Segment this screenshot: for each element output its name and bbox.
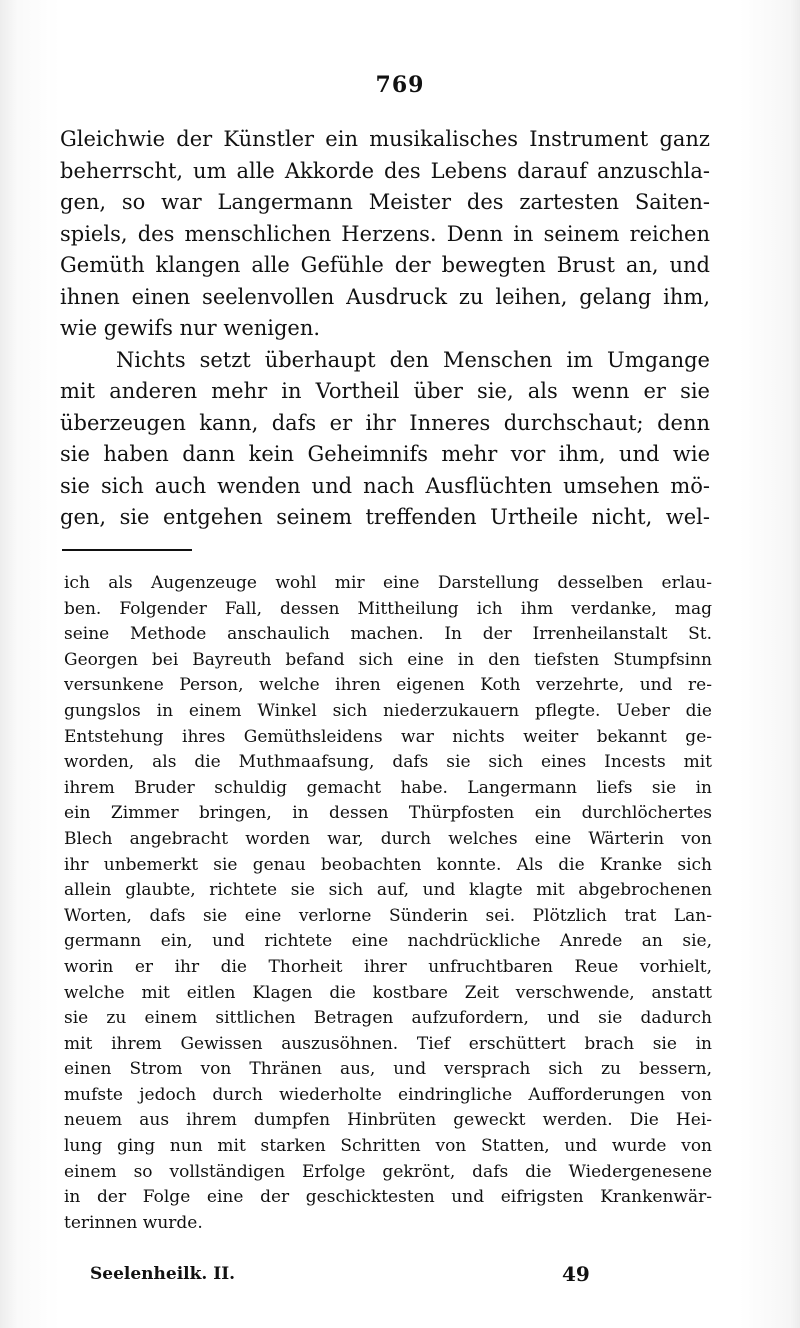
footnote-line: welche mit eitlen Klagen die kostbare Zeit verschwende, anstatt [64, 982, 712, 1003]
footnote-line: neuem aus ihrem dumpfen Hinbrüten geweckt werden. Die Hei- [64, 1110, 712, 1131]
text-line: ihnen einen seelenvollen Ausdruck zu leihen, gelang ihm, [60, 284, 710, 309]
footnote-line: ich als Augenzeuge wohl mir eine Darstellung desselben erlau- [64, 573, 712, 593]
text-line: gen, so war Langermann Meister des zartesten Saiten- [60, 190, 710, 214]
footnote-line: Georgen bei Bayreuth befand sich eine in den tiefsten Stumpfsinn [64, 649, 712, 670]
footnote-line: Blech angebracht worden war, durch welches eine Wärterin von [64, 828, 712, 849]
footnote-line: worden, als die Muthmaafsung, dafs sie sich eines Incests mit [64, 752, 712, 773]
text-line: Gleichwie der Künstler ein musikalisches Instrument ganz [60, 127, 710, 151]
footnote-line: germann ein, und richtete eine nachdrückliche Anrede an sie, [64, 931, 712, 952]
footnote-line: ihrem Bruder schuldig gemacht habe. Langermann liefs sie in [64, 777, 712, 798]
footnote-line: mufste jedoch durch wiederholte eindringliche Aufforderungen von [64, 1084, 712, 1105]
footnote-line: Worten, dafs sie eine verlorne Sünderin sei. Plötzlich trat Lan- [64, 905, 712, 926]
footnote-line: sie zu einem sittlichen Betragen aufzufordern, und sie dadurch [64, 1008, 712, 1029]
footnote-line: terinnen wurde. [64, 1212, 203, 1233]
footnote [64, 571, 712, 1236]
footnote-line: in der Folge eine der geschicktesten und eifrigsten Krankenwär- [64, 1187, 712, 1208]
footnote-line: allein glaubte, richtete sie sich auf, und klagte mit abgebrochenen [64, 880, 712, 901]
footnote-line: ben. Folgender Fall, dessen Mittheilung ich ihm verdanke, mag [64, 598, 712, 619]
text-line: wie gewifs nur wenigen. [60, 316, 321, 340]
footnote-line: ein Zimmer bringen, in dessen Thürpfosten ein durchlöchertes [64, 803, 712, 824]
text-line: Nichts setzt überhaupt den Menschen im Umgange [116, 347, 710, 372]
footnote-line: versunkene Person, welche ihren eigenen Koth verzehrte, und re- [64, 675, 712, 696]
text-line: spiels, des menschlichen Herzens. Denn in seinem reichen [60, 221, 710, 246]
footnote-line: worin er ihr die Thorheit ihrer unfruchtbaren Reue vorhielt, [64, 956, 712, 977]
sheet-number: 49 [562, 1262, 590, 1286]
text-line: sie haben dann kein Geheimnifs mehr vor ihm, und wie [60, 442, 710, 466]
footnote-line: seine Methode anschaulich machen. In der Irrenheilanstalt St. [64, 624, 712, 645]
footnote-line: ihr unbemerkt sie genau beobachten konnte. Als die Kranke sich [64, 854, 712, 875]
main-text [60, 124, 710, 534]
page-footer [0, 1262, 800, 1292]
text-line: beherrscht, um alle Akkorde des Lebens darauf anzuschla- [60, 158, 710, 183]
text-line: mit anderen mehr in Vortheil über sie, als wenn er sie [60, 379, 710, 403]
footnote-rule [62, 549, 192, 551]
text-line: gen, sie entgehen seinem treffenden Urtheile nicht, wel- [60, 505, 710, 529]
footnote-line: lung ging nun mit starken Schritten von Statten, und wurde von [64, 1136, 712, 1157]
text-line: überzeugen kann, dafs er ihr Inneres durchschaut; denn [60, 410, 710, 435]
footnote-line: gungslos in einem Winkel sich niederzukauern pflegte. Ueber die [64, 700, 712, 721]
footnote-line: mit ihrem Gewissen auszusöhnen. Tief erschüttert brach sie in [64, 1033, 712, 1054]
footnote-line: einem so vollständigen Erfolge gekrönt, dafs die Wiedergenesene [64, 1161, 712, 1182]
page-number: 769 [375, 72, 425, 98]
text-line: sie sich auch wenden und nach Ausflüchten umsehen mö- [60, 473, 710, 498]
text-line: Gemüth klangen alle Gefühle der bewegten Brust an, und [60, 253, 710, 277]
signature-mark: Seelenheilk. II. [90, 1264, 236, 1284]
footnote-line: einen Strom von Thränen aus, und versprach sich zu bessern, [64, 1059, 712, 1080]
footnote-line: Entstehung ihres Gemüthsleidens war nichts weiter bekannt ge- [64, 726, 712, 747]
